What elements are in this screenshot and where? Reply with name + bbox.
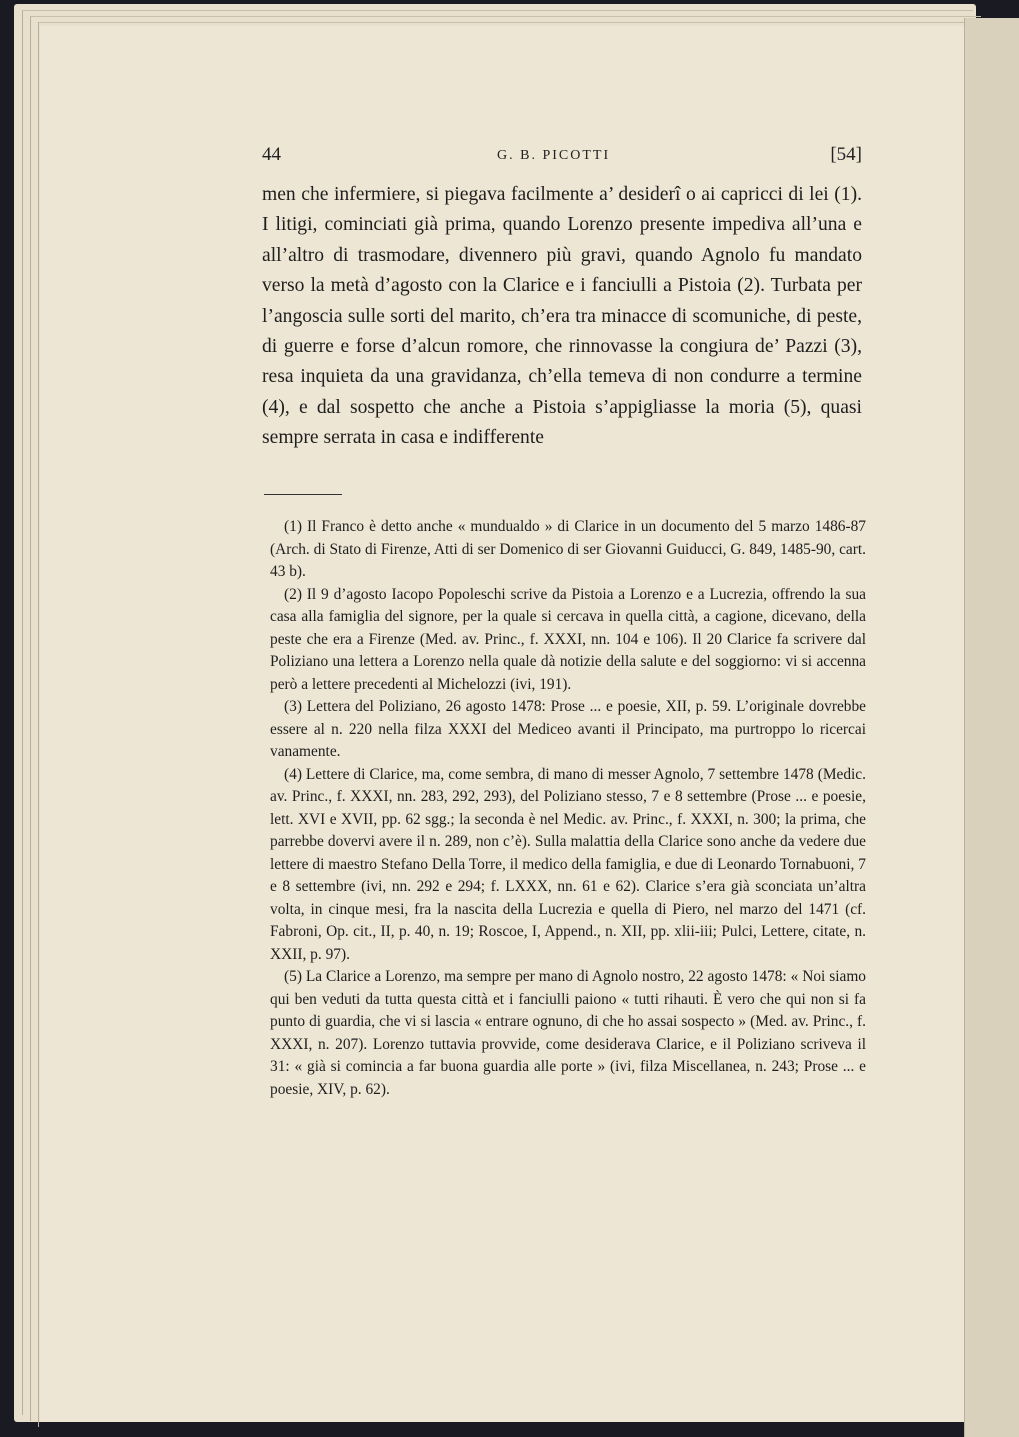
body-paragraph: men che infermiere, si piegava facilmente a’ desiderî o ai capricci di lei (1). I litigi, cominciati già prima, quando Lorenzo presente impediva all’una e all’altro di trasmodare, divennero più gravi, quando Agnolo fu mandato verso la metà d’agosto con la Clarice e i fanciulli a Pistoia (2). Turbata per l’angoscia sulle sorti del marito, ch’era tra minacce di scomuniche, di peste, di guerre e forse d’alcun romore, che rinnovasse la congiura de’ Pazzi (3), resa inquieta da una gravidanza, ch’ella temeva di non condurre a termine (4), e dal sospetto che anche a Pistoia s’appigliasse la moria (5), quasi sempre serrata in casa e indifferente — [262, 184, 862, 449]
section-signature: [54] — [830, 144, 862, 165]
footnote-rule — [264, 494, 342, 495]
footnote-3: (3) Lettera del Poliziano, 26 agosto 1478: Prose ... e poesie, XII, p. 59. L’originale dovrebbe essere al n. 220 nella filza XXXI del Mediceo avanti il Principato, ma purtroppo lo ricercai vanamente. — [270, 698, 866, 760]
footnote-5: (5) La Clarice a Lorenzo, ma sempre per mano di Agnolo nostro, 22 agosto 1478: « Noi siamo qui ben veduti da tutta questa città et i fanciulli paiono « tutti rihauti. È vero che qui non si fa punto di guardia, che vi si lascia « entrare ognuno, di che ho assai sospecto » (Med. av. Princ., f. XXXI, n. 207). Lorenzo tuttavia provvide, come desiderava Clarice, e il Poliziano scriveva il 31: « già si comincia a far buona guardia alle porte » (ivi, filza Miscellanea, n. 243; Prose ... e poesie, XIV, p. 62). — [270, 968, 866, 1098]
running-author: G. B. PICOTTI — [497, 148, 611, 163]
page-number: 44 — [262, 144, 281, 165]
footnote-2: (2) Il 9 d’agosto Iacopo Popoleschi scrive da Pistoia a Lorenzo e a Lucrezia, offrendo la sua casa alla famiglia del signore, per la quale si cercava in quella città, a cagione, dicevano, della peste che era a Firenze (Med. av. Princ., f. XXXI, nn. 104 e 106). Il 20 Clarice fa scrivere dal Poliziano una lettera a Lorenzo nella quale dà notizie della salute e del soggiorno: vi si accenna però a lettere precedenti al Michelozzi (ivi, 191). — [270, 585, 866, 693]
footnote-4: (4) Lettere di Clarice, ma, come sembra, di mano di messer Agnolo, 7 settembre 1478 (Medic. av. Princ., f. XXXI, nn. 283, 292, 293), del Poliziano stesso, 7 e 8 settembre (Prose ... e poesie, lett. XVI e XVII, pp. 62 sgg.; la seconda è nel Medic. av. Princ., f. XXXI, n. 300; la prima, che parrebbe dovervi avere il n. 289, non c’è). Sulla malattia della Clarice sono anche da vedere due lettere di maestro Stefano Della Torre, il medico della famiglia, e due di Leonardo Tornabuoni, 7 e 8 settembre (ivi, nn. 292 e 294; f. LXXX, nn. 61 e 62). Clarice s’era già sconciata un’altra volta, in cinque mesi, fra la nascita della Lucrezia e quella di Piero, nel marzo del 1471 (cf. Fabroni, Op. cit., II, p. 40, n. 19; Roscoe, I, Append., n. XII, pp. xlii-iii; Pulci, Lettere, citate, n. XXII, p. 97). — [270, 765, 866, 963]
footnotes — [270, 516, 866, 1101]
running-header — [262, 144, 862, 174]
footnote-1: (1) Il Franco è detto anche « mundualdo » di Clarice in un documento del 5 marzo 1486-87 (Arch. di Stato di Firenze, Atti di ser Domenico di ser Giovanni Guiducci, G. 849, 1485-90, cart. 43 b). — [270, 518, 866, 580]
book-spine — [964, 18, 1019, 1437]
